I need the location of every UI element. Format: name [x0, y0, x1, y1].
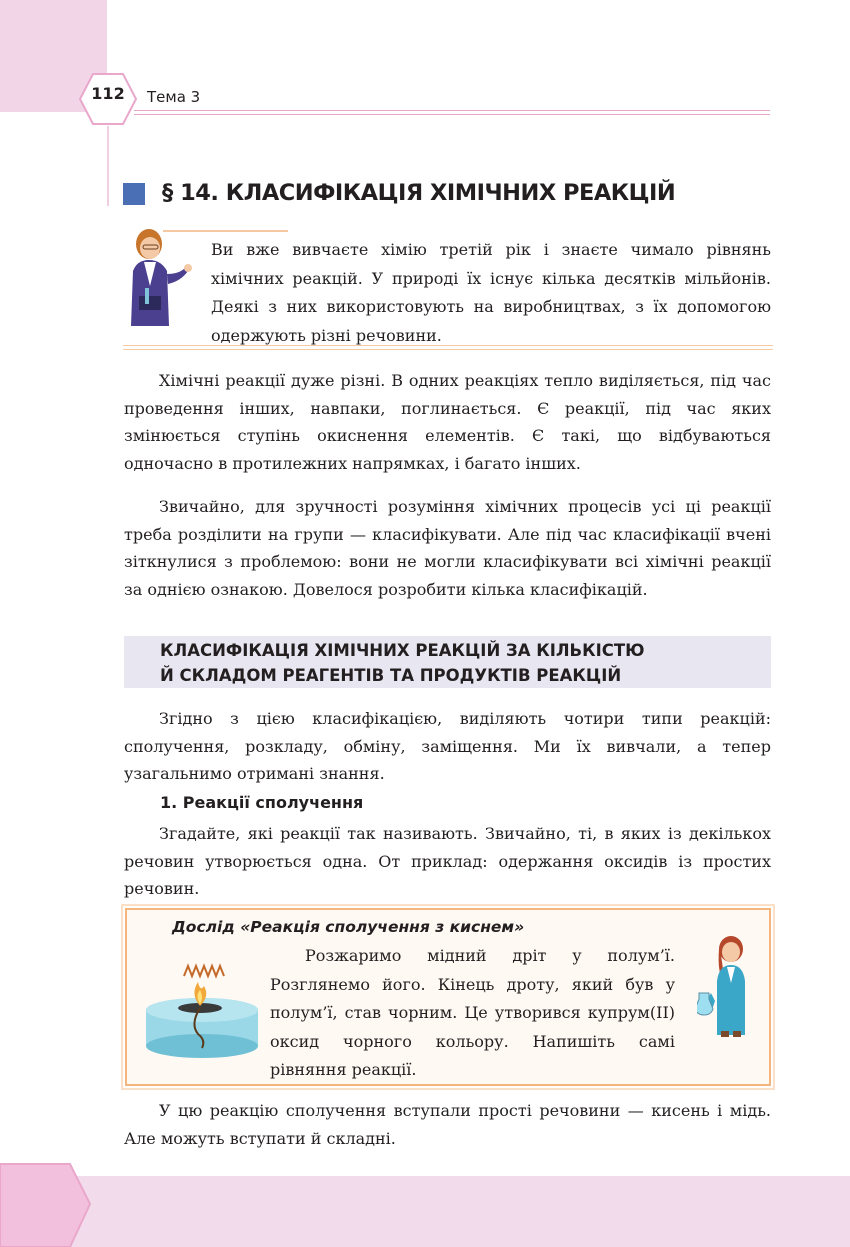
page-number-badge [78, 72, 138, 126]
intro-rule [123, 345, 773, 346]
paragraph: Хімічні реакції дуже різні. В одних реакціях тепло виділяється, під час проведення інших, навпаки, поглинається. Є реакції, під час яких змінюється ступінь окиснення елементів. Є такі, що відбуваються одночасно в протилежних напрямках, і багато інших. [124, 371, 771, 473]
header-rule [134, 110, 770, 111]
header-topic: Тема 3 [147, 88, 201, 106]
intro-text: Ви вже вивчаєте хімію третій рік і знаєте чимало рівнянь хімічних реакцій. У природі їх існує кілька десятків мільйонів. Деякі з них використовують на виробництвах, з їх допомогою одержують різні речовини. [211, 240, 771, 345]
experiment-title: Дослід «Реакція сполучення з киснем» [172, 918, 525, 936]
margin-rule [107, 126, 109, 206]
paragraph: У цю реакцію сполучення вступали прості речовини — кисень і мідь. Але можуть вступати й складні. [124, 1101, 771, 1148]
experiment-text: Розжаримо мідний дріт у полум’ї. Розглянемо його. Кінець дроту, який був у полум’ї, став чорним. Це утворився купрум(II) оксид чорного кольору. Напишіть самі рівняння реакції. [270, 946, 675, 1079]
burner-illustration [142, 948, 264, 1058]
page-number: 112 [91, 84, 125, 103]
paragraph: Згадайте, які реакції так називають. Звичайно, ті, в яких із декількох речовин утворюється одна. От приклад: одержання оксидів із простих речовин. [124, 824, 771, 898]
header-rule [134, 114, 770, 115]
section-heading [160, 638, 760, 688]
intro-rule [123, 349, 773, 350]
subheading: 1. Реакції сполучення [160, 793, 364, 812]
section-heading-line: Й СКЛАДОМ РЕАГЕНТІВ ТА ПРОДУКТІВ РЕАКЦІЙ [160, 666, 622, 685]
paragraph: Звичайно, для зручності розуміння хімічних процесів усі ці реакції треба розділити на групи — класифікувати. Але під час класифікації вчені зіткнулися з проблемою: вони не могли класифікувати всі хімічні реакції за однією ознакою. Довелося розробити кілька класифікацій. [124, 497, 771, 599]
section-heading-line: КЛАСИФІКАЦІЯ ХІМІЧНИХ РЕАКЦІЙ ЗА КІЛЬКІСТЮ [160, 641, 645, 660]
paragraph: Згідно з цією класифікацією, виділяють чотири типи реакцій: сполучення, розкладу, обміну, заміщення. Ми їх вивчали, а тепер узагальнимо отримані знання. [124, 709, 771, 783]
page-title: § 14. КЛАСИФІКАЦІЯ ХІМІЧНИХ РЕАКЦІЙ [162, 180, 676, 206]
teacher-illustration [121, 226, 193, 328]
footer-corner-decoration [0, 1162, 92, 1247]
footer-band [0, 1176, 850, 1247]
title-marker [123, 183, 145, 205]
student-illustration [697, 935, 757, 1037]
